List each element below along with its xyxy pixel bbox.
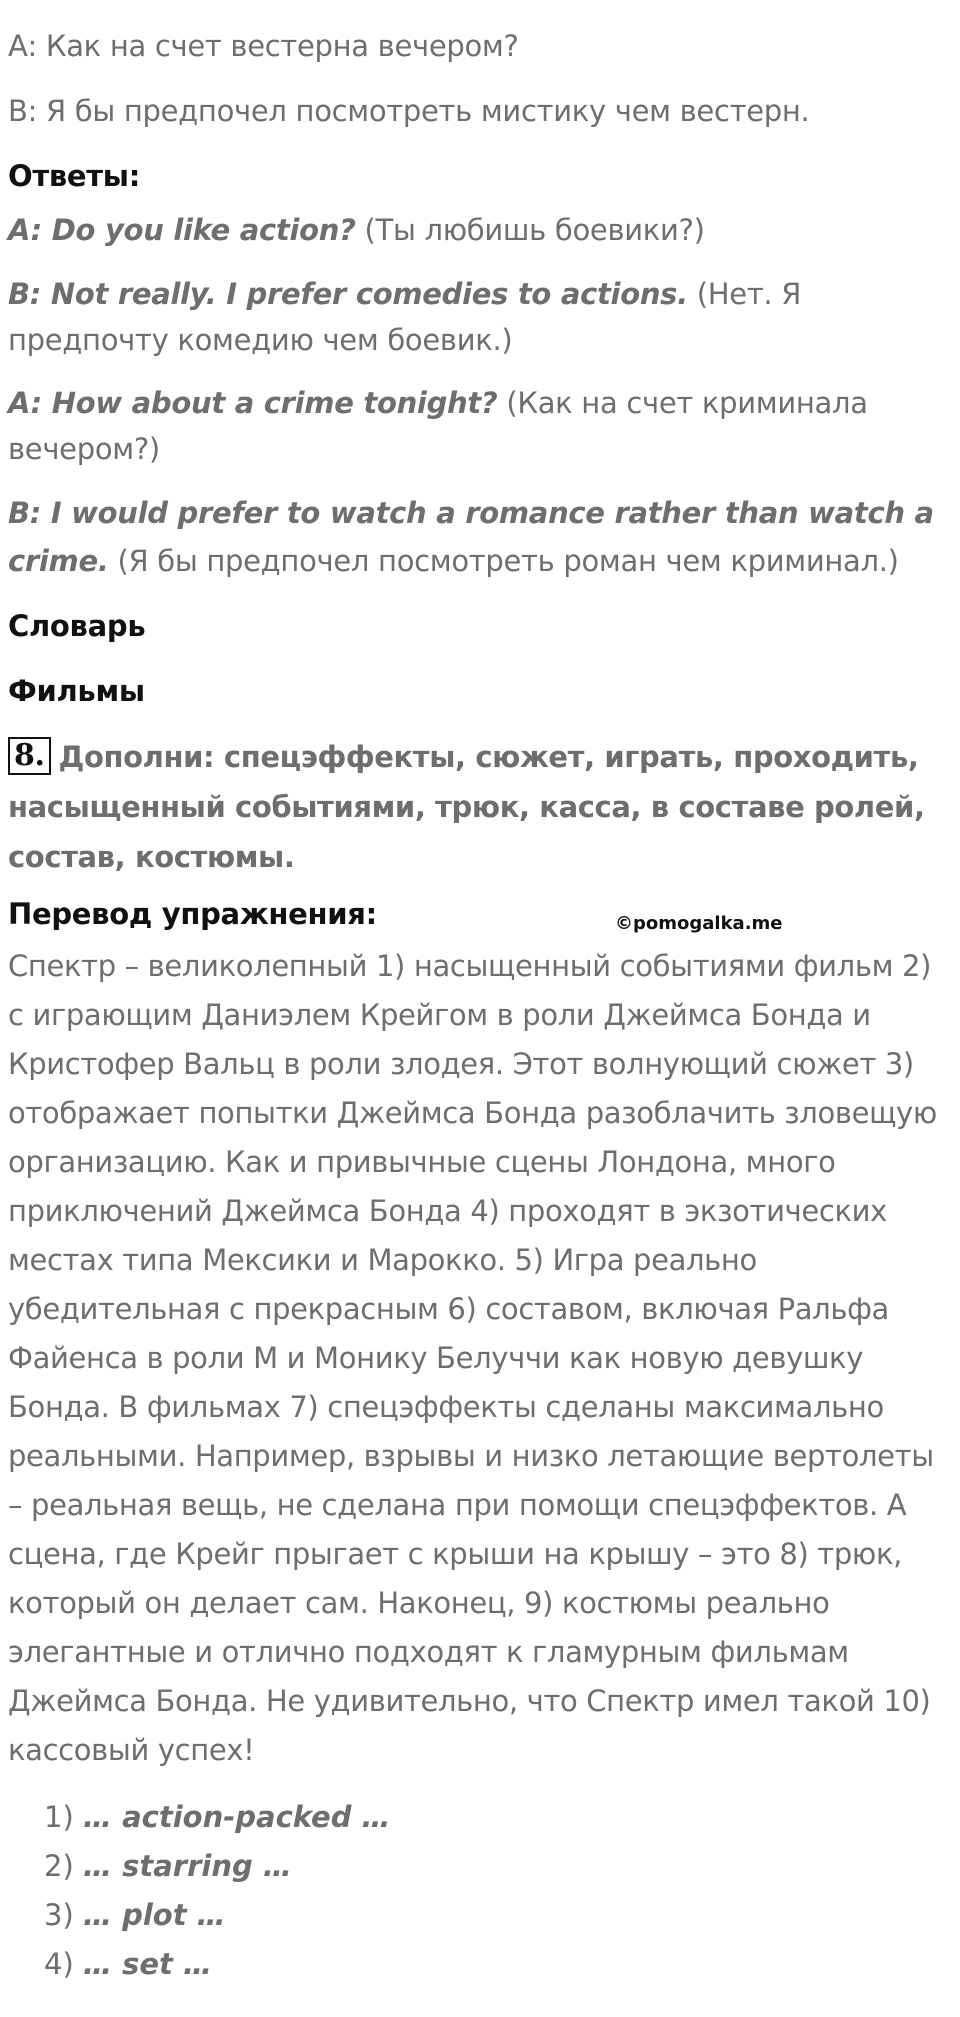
answer-english: B: Not really. I prefer comedies to actions. (8, 277, 688, 311)
task-block (8, 732, 954, 882)
answer-value: … set … (82, 1947, 212, 1981)
answer-russian: (Я бы предпочел посмотреть роман чем криминал.) (108, 544, 899, 578)
fill-answers-list (8, 1793, 954, 1989)
list-item (44, 1793, 954, 1842)
answer-number: 3) (44, 1898, 74, 1932)
answer-value: … starring … (82, 1849, 292, 1883)
watermark: ©pomogalka.me (615, 913, 783, 934)
answer-line-1 (8, 206, 954, 254)
answer-russian: (Как на счет криминала вечером?) (8, 386, 868, 466)
answer-value: … plot … (82, 1898, 226, 1932)
dialogue-line-2: В: Я бы предпочел посмотреть мистику чем вестерн. (8, 94, 810, 128)
answer-russian: (Ты любишь боевики?) (355, 213, 705, 247)
films-heading: Фильмы (8, 674, 145, 708)
answer-english: A: Do you like action? (8, 213, 356, 247)
list-item (44, 1891, 954, 1940)
task-number: 8. (8, 737, 51, 775)
answer-line-4 (8, 489, 954, 585)
translation-paragraph: Спектр – великолепный 1) насыщенный событиями фильм 2) с играющим Даниэлем Крейгом в роли Джеймса Бонда и Кристофер Вальц в роли злодея. Этот волнующий сюжет 3) отображает попытки Джеймса Бонда разоблачить зловещую организацию. Как и привычные сцены Лондона, много приключений Джеймса Бонда 4) проходят в экзотических местах типа Мексики и Марокко. 5) Игра реально убедительная с прекрасным 6) составом, включая Ральфа Файенса в роли М и Монику Белуччи как новую девушку Бонда. В фильмах 7) спецэффекты сделаны максимально реальными. Например, взрывы и низко летающие вертолеты – реальная вещь, не сделана при помощи спецэффектов. А сцена, где Крейг прыгает с крыши на крышу – это 8) трюк, который он делает сам. Наконец, 9) костюмы реально элегантные и отлично подходят к гламурным фильмам Джеймса Бонда. Не удивительно, что Спектр имел такой 10) кассовый успех! (8, 949, 937, 1767)
answer-number: 2) (44, 1849, 74, 1883)
answer-value: … action-packed … (82, 1800, 391, 1834)
answer-number: 1) (44, 1800, 74, 1834)
list-item (44, 1842, 954, 1891)
answer-number: 4) (44, 1947, 74, 1981)
answer-line-3 (8, 380, 954, 472)
answers-heading: Ответы: (8, 159, 141, 193)
list-item (44, 1940, 954, 1989)
answer-line-2 (8, 271, 954, 363)
task-text: Дополни: спецэффекты, сюжет, играть, проходить, насыщенный событиями, трюк, касса, в составе ролей, состав, костюмы. (8, 740, 925, 874)
dialogue-line-1: А: Как на счет вестерна вечером? (8, 29, 519, 63)
translation-heading-row (8, 890, 954, 938)
answer-english: B: I would prefer to watch a romance rather than watch a crime. (8, 496, 934, 578)
document-page (8, 22, 954, 1989)
answer-english: A: How about a crime tonight? (8, 386, 498, 420)
answer-russian: (Нет. Я предпочту комедию чем боевик.) (8, 277, 802, 357)
translation-heading: Перевод упражнения: (8, 897, 377, 931)
vocab-heading: Словарь (8, 609, 146, 643)
